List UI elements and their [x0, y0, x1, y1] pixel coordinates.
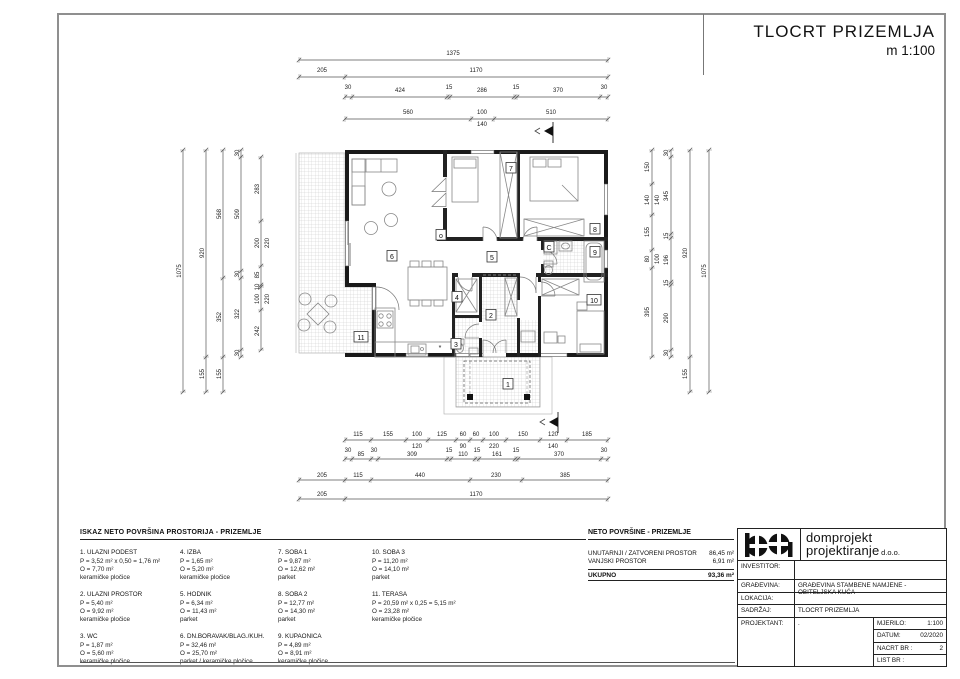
net-area-header: NETO POVRŠINE - PRIZEMLJE	[588, 529, 734, 540]
room-area-line: O = 8,91 m²	[278, 650, 312, 657]
dimension-label: 370	[553, 452, 565, 458]
room-label: 10	[590, 297, 598, 305]
dimension-label: 85	[255, 271, 261, 279]
room-area-line: parket	[278, 574, 296, 581]
room-area-line: P = 32,46 m²	[180, 642, 217, 649]
room-label: 6	[390, 253, 394, 261]
room-area-line: keramičke pločice	[372, 616, 423, 623]
dimension-label: 90	[459, 444, 467, 450]
meta-label: MJERILO:	[877, 620, 907, 628]
room-area-line: P = 11,20 m²	[372, 558, 408, 565]
net-area-row	[588, 550, 734, 558]
company-logo-icon	[738, 529, 801, 560]
dimension-label: 155	[645, 226, 651, 238]
entry-podest	[444, 357, 552, 414]
dimension-label: 510	[545, 110, 557, 116]
dimension-label: 920	[683, 247, 689, 259]
room-label: 4	[455, 294, 459, 302]
projektant-value: .	[798, 620, 800, 627]
dimension-label: 30	[370, 448, 378, 454]
meta-value: 02/2020	[920, 632, 943, 640]
dimension-label: 30	[664, 149, 670, 157]
projektant-label: PROJEKTANT:	[738, 618, 795, 666]
room-name: 8. SOBA 2	[278, 591, 308, 598]
dimension-label: 424	[394, 88, 406, 94]
room-area-entry	[80, 549, 176, 582]
dimension-label: 15	[664, 279, 670, 287]
room-area-line: parket	[278, 616, 296, 623]
room-area-line: P = 6,34 m²	[180, 600, 213, 607]
dimension-label: 920	[200, 247, 206, 259]
room-area-entry	[80, 591, 176, 624]
dimension-label: 150	[645, 161, 651, 173]
dimension-label: 140	[547, 444, 559, 450]
dimension-label: 85	[357, 452, 365, 458]
room-area-entry	[372, 591, 502, 624]
room-area-line: parket	[372, 574, 390, 581]
company-suffix: d.o.o.	[881, 548, 900, 557]
dimension-label: 100	[655, 253, 661, 265]
projektant-row	[738, 618, 946, 666]
room-area-line: keramičke pločice	[80, 616, 131, 623]
dimension-label: 30	[344, 85, 352, 91]
title-block-row	[738, 561, 946, 580]
room-area-line: P = 20,59 m² x 0,25 = 5,15 m²	[372, 600, 456, 607]
room-label: o	[439, 232, 443, 240]
dimension-label: 100	[476, 110, 488, 116]
dimension-label: 30	[235, 349, 241, 357]
dimension-label: 345	[664, 190, 670, 202]
dimension-label: 286	[476, 88, 488, 94]
room-label: 5	[490, 254, 494, 262]
room-name: 3. WC	[80, 633, 98, 640]
room-name: 1. ULAZNI PODEST	[80, 549, 138, 556]
net-area-label: UNUTARNJI / ZATVORENI PROSTOR	[588, 550, 697, 557]
dimension-label: 322	[235, 308, 241, 320]
dimension-label: 120	[547, 432, 559, 438]
dimension-label: 15	[445, 85, 453, 91]
dimension-label: 568	[217, 208, 223, 220]
room-area-entry	[278, 591, 374, 624]
sheet-title-text: TLOCRT PRIZEMLJA	[753, 22, 935, 41]
plan-symbol-label: *	[438, 345, 442, 352]
dimension-label: 100	[255, 293, 261, 305]
title-block-label: SADRŽAJ:	[738, 605, 795, 617]
dimension-label: 115	[353, 432, 363, 438]
room-name: 10. SOBA 3	[372, 549, 405, 556]
dimension-label: 150	[517, 432, 529, 438]
title-block-label: INVESTITOR:	[738, 561, 795, 579]
dimension-label: 352	[217, 311, 223, 323]
net-area-row	[588, 558, 734, 566]
room-area-line: O = 5,60 m²	[80, 650, 114, 657]
dimension-label: 1075	[702, 264, 708, 278]
room-area-table-header: ISKAZ NETO POVRŠINA PROSTORIJA - PRIZEMLJE	[80, 529, 586, 540]
dimension-label: 283	[255, 183, 261, 195]
dimension-label: 30	[600, 448, 608, 454]
company-name-line1: domprojekt	[806, 530, 873, 545]
dimension-label: 290	[664, 312, 670, 324]
dimension-label: 230	[490, 473, 502, 479]
dimension-label: 30	[600, 85, 608, 91]
dimension-labels	[177, 51, 708, 498]
total-row	[588, 569, 734, 581]
room-area-entry	[180, 591, 276, 624]
room-area-line: P = 5,40 m²	[80, 600, 113, 607]
dimension-label: 100	[488, 432, 500, 438]
room-name: 4. IZBA	[180, 549, 201, 556]
room-area-line: O = 14,10 m²	[372, 566, 409, 573]
room-area-line: P = 12,77 m²	[278, 600, 315, 607]
title-block-value: TLOCRT PRIZEMLJA	[798, 607, 860, 614]
dimension-label: 155	[683, 368, 689, 380]
meta-value: 1:100	[927, 620, 943, 628]
company-name	[801, 529, 946, 560]
title-block-value	[795, 561, 946, 579]
dimension-label: 385	[559, 473, 571, 479]
company-name-line2: projektiranje	[806, 543, 880, 558]
dimension-label: 220	[488, 444, 500, 450]
room-label: 9	[593, 249, 597, 257]
title-block-row	[738, 580, 946, 596]
net-area-value: 6,91 m²	[712, 558, 734, 565]
dimension-label: 196	[664, 254, 670, 266]
title-block	[737, 528, 947, 667]
room-label: 1	[506, 381, 510, 389]
room-area-column	[372, 540, 502, 624]
dimension-label: 30	[664, 349, 670, 357]
room-label: 8	[593, 226, 597, 234]
dimension-label: 309	[406, 452, 418, 458]
room-name: 11. TERASA	[372, 591, 408, 598]
dimension-label: 440	[414, 473, 426, 479]
title-block-value: GRAĐEVINA STAMBENE NAMJENE - OBITELJSKA KUĆA	[798, 582, 907, 596]
dimension-label: 140	[645, 194, 651, 206]
dimension-label: 155	[217, 368, 223, 380]
dimension-label: 140	[476, 122, 488, 128]
dimension-label: 242	[255, 325, 261, 337]
dimension-label: 110	[458, 452, 468, 458]
room-name: 7. SOBA 1	[278, 549, 308, 556]
room-area-line: O = 14,30 m²	[278, 608, 315, 615]
room-area-column	[80, 540, 176, 666]
title-block-row	[738, 593, 946, 605]
title-block-meta-row	[874, 655, 946, 666]
room-area-entry	[278, 549, 374, 582]
room-name: 6. DN.BORAVAK/BLAG./KUH.	[180, 633, 265, 640]
dimension-label: 60	[472, 432, 480, 438]
room-area-line: keramičke pločice	[180, 574, 231, 581]
total-label: UKUPNO	[588, 571, 617, 579]
room-name: 9. KUPAONICA	[278, 633, 322, 640]
room-area-line: P = 1,87 m²	[80, 642, 113, 649]
room-area-line: keramičke pločice	[80, 574, 131, 581]
dimension-label: 15	[512, 85, 520, 91]
dimension-label: 140	[655, 194, 661, 206]
dimension-label: 205	[316, 68, 328, 74]
dimension-label: 185	[581, 432, 593, 438]
sheet-scale-text: m 1:100	[886, 43, 935, 58]
dimension-label: 60	[459, 432, 467, 438]
table-bottom-rule	[80, 662, 735, 663]
title-block-meta-row	[874, 643, 946, 655]
dimension-label: 395	[645, 306, 651, 318]
dimension-label: 125	[436, 432, 448, 438]
dimension-label: 15	[512, 448, 520, 454]
dimension-label: 205	[316, 473, 328, 479]
dimension-label: 80	[645, 255, 651, 263]
room-area-entry	[180, 549, 276, 582]
room-area-line: O = 23,28 m²	[372, 608, 409, 615]
room-area-line: O = 11,43 m²	[180, 608, 217, 615]
dimension-label: 1170	[469, 492, 483, 498]
dimension-label: 1170	[469, 68, 483, 74]
dimension-label: 205	[316, 492, 328, 498]
meta-label: NACRT BR :	[877, 644, 913, 652]
room-area-line: O = 7,70 m²	[80, 566, 114, 573]
room-label: 2	[489, 312, 493, 320]
dimension-label: 370	[552, 88, 564, 94]
meta-label: DATUM:	[877, 632, 901, 640]
title-block-label: GRAĐEVINA:	[738, 580, 795, 592]
dimension-label: 30	[235, 149, 241, 157]
dimension-label: 30	[235, 270, 241, 278]
meta-label: LIST BR :	[877, 656, 905, 664]
net-area-summary	[588, 529, 734, 581]
room-name: 2. ULAZNI PROSTOR	[80, 591, 143, 598]
room-area-line: O = 25,70 m²	[180, 650, 217, 657]
room-label: 11	[357, 334, 365, 342]
title-block-label: LOKACIJA:	[738, 593, 795, 604]
dimension-label: 115	[353, 473, 363, 479]
room-label: C	[546, 244, 552, 252]
dimension-label: 1075	[177, 264, 183, 278]
dimension-label: 155	[200, 368, 206, 380]
dimension-label: 220	[265, 293, 271, 305]
room-area-line: O = 9,92 m²	[80, 608, 114, 615]
room-area-column	[180, 540, 276, 666]
room-label: 7	[509, 165, 513, 173]
room-area-line: P = 9,87 m²	[278, 558, 311, 565]
dimension-label: 1375	[446, 51, 460, 57]
room-area-line: P = 1,65 m²	[180, 558, 213, 565]
title-block-value	[795, 593, 946, 604]
dimension-label: 161	[491, 452, 503, 458]
title-block-meta-row	[874, 618, 946, 630]
room-area-line: P = 4,89 m²	[278, 642, 311, 649]
room-area-line: parket	[180, 616, 198, 623]
net-area-value: 86,45 m²	[709, 550, 734, 557]
dimension-label: 120	[411, 444, 423, 450]
room-label: 3	[454, 341, 458, 349]
net-area-label: VANJSKI PROSTOR	[588, 558, 647, 565]
dimension-label: 15	[445, 448, 453, 454]
title-block-row	[738, 605, 946, 618]
dimension-label: 155	[382, 432, 394, 438]
dimension-label: 10	[255, 283, 261, 291]
room-area-column	[278, 540, 374, 666]
total-value: 93,36 m²	[707, 571, 734, 579]
dimension-label: 15	[664, 232, 670, 240]
dimension-label: 220	[265, 237, 271, 249]
dimension-label: 30	[344, 448, 352, 454]
room-area-line: P = 3,52 m² x 0,50 = 1,76 m²	[80, 558, 161, 565]
title-block-meta-row	[874, 630, 946, 642]
room-area-table	[80, 529, 586, 657]
room-area-entry	[372, 549, 502, 582]
dimension-label: 560	[402, 110, 414, 116]
dimension-label: 100	[411, 432, 423, 438]
room-area-line: O = 5,20 m²	[180, 566, 214, 573]
dimension-label: 15	[473, 448, 481, 454]
room-name: 5. HODNIK	[180, 591, 212, 598]
room-area-line: O = 12,62 m²	[278, 566, 315, 573]
meta-value: 2	[939, 644, 943, 652]
dimension-label: 509	[235, 208, 241, 220]
dimension-label: 200	[255, 237, 261, 249]
